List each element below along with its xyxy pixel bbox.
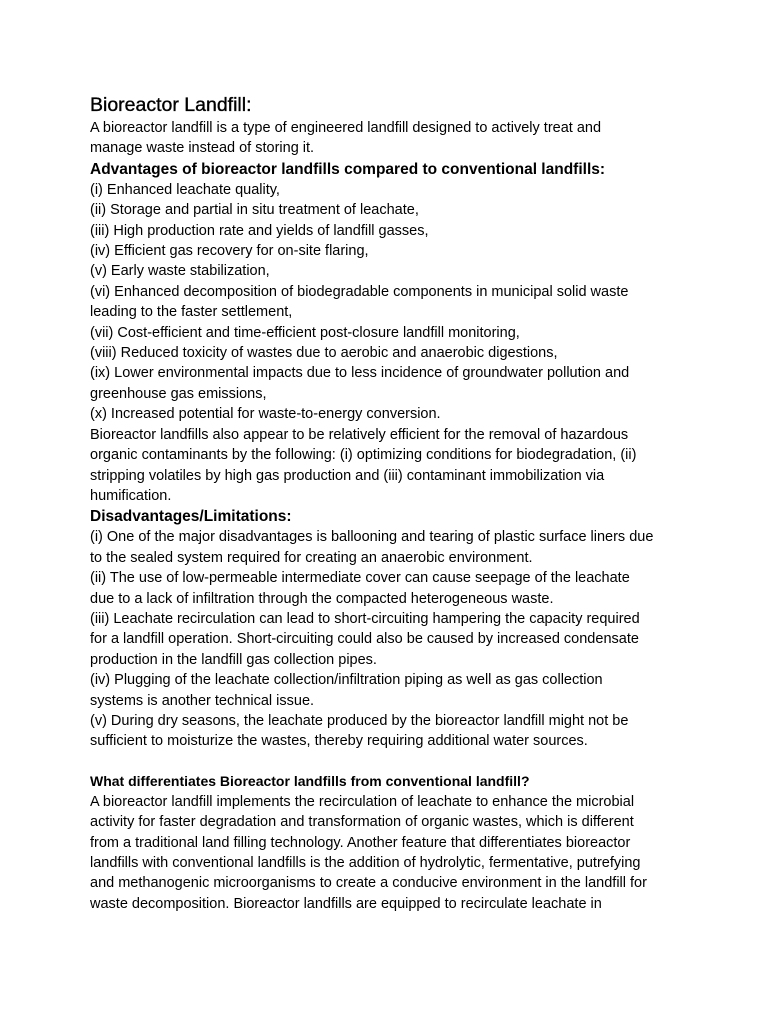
disadvantage-line: (v) During dry seasons, the leachate produced by the bioreactor landfill might not be xyxy=(90,712,629,729)
disadvantage-line: due to a lack of infiltration through the compacted heterogeneous waste. xyxy=(90,590,554,607)
advantage-line: stripping volatiles by high gas production and (iii) contaminant immobilization via xyxy=(90,467,605,484)
advantage-line: (v) Early waste stabilization, xyxy=(90,263,270,280)
differentiates-line: from a traditional land filling technology. Another feature that differentiates bioreactor xyxy=(90,834,631,851)
differentiates-line: A bioreactor landfill implements the recirculation of leachate to enhance the microbial xyxy=(90,793,635,810)
disadvantage-line: (iii) Leachate recirculation can lead to short-circuiting hampering the capacity required xyxy=(90,610,640,627)
advantage-line: greenhouse gas emissions, xyxy=(90,385,267,402)
advantage-line: organic contaminants by the following: (i) optimizing conditions for biodegradation, (ii) xyxy=(90,447,637,464)
disadvantage-line: sufficient to moisturize the wastes, thereby requiring additional water sources. xyxy=(90,733,588,750)
intro-line: manage waste instead of storing it. xyxy=(90,140,315,157)
advantage-line: (i) Enhanced leachate quality, xyxy=(90,181,280,198)
advantage-line: leading to the faster settlement, xyxy=(90,304,293,321)
differentiates-line: activity for faster degradation and transformation of organic wastes, which is different xyxy=(90,814,634,831)
differentiates-line: landfills with conventional landfills is the addition of hydrolytic, fermentative, putrefying xyxy=(90,855,641,871)
advantage-line: (iv) Efficient gas recovery for on-site flaring, xyxy=(90,243,369,260)
disadvantages-list xyxy=(90,527,690,751)
disadvantage-line: to the sealed system required for creating an anaerobic environment. xyxy=(90,549,533,566)
differentiates-line: and methanogenic microorganisms to create a conducive environment in the landfill for xyxy=(90,875,647,892)
differentiates-line: waste decomposition. Bioreactor landfills are equipped to recirculate leachate in xyxy=(90,895,602,912)
advantage-line: (viii) Reduced toxicity of wastes due to aerobic and anaerobic digestions, xyxy=(90,345,558,362)
advantage-line: Bioreactor landfills also appear to be relatively efficient for the removal of hazardous xyxy=(90,426,629,443)
intro-paragraph xyxy=(90,118,690,159)
advantage-line: (iii) High production rate and yields of landfill gasses, xyxy=(90,222,429,239)
advantage-line: (ii) Storage and partial in situ treatment of leachate, xyxy=(90,202,419,219)
advantage-line: (vii) Cost-efficient and time-efficient post-closure landfill monitoring, xyxy=(90,324,520,341)
paragraph-spacer xyxy=(90,752,690,771)
advantage-line: (ix) Lower environmental impacts due to less incidence of groundwater pollution and xyxy=(90,365,630,382)
disadvantage-line: (ii) The use of low-permeable intermediate cover can cause seepage of the leachate xyxy=(90,570,630,587)
disadvantage-line: systems is another technical issue. xyxy=(90,692,315,709)
disadvantage-line: (iv) Plugging of the leachate collection/infiltration piping as well as gas collection xyxy=(90,672,603,689)
advantage-line: humification. xyxy=(90,487,172,504)
document-page xyxy=(90,92,690,914)
differentiates-paragraph xyxy=(90,792,690,914)
advantages-list xyxy=(90,180,690,507)
document-title: Bioreactor Landfill: xyxy=(90,94,252,116)
disadvantage-line: for a landfill operation. Short-circuiting could also be caused by increased condensate xyxy=(90,631,639,648)
intro-line: A bioreactor landfill is a type of engineered landfill designed to actively treat and xyxy=(90,120,602,136)
disadvantage-line: (i) One of the major disadvantages is ballooning and tearing of plastic surface liners due xyxy=(90,529,654,546)
advantages-heading: Advantages of bioreactor landfills compared to conventional landfills: xyxy=(90,160,606,178)
advantage-line: (x) Increased potential for waste-to-energy conversion. xyxy=(90,406,441,423)
differentiates-heading: What differentiates Bioreactor landfills from conventional landfill? xyxy=(90,772,530,789)
advantage-line: (vi) Enhanced decomposition of biodegradable components in municipal solid waste xyxy=(90,283,629,300)
disadvantages-heading: Disadvantages/Limitations: xyxy=(90,508,292,526)
disadvantage-line: production in the landfill gas collection pipes. xyxy=(90,651,377,668)
